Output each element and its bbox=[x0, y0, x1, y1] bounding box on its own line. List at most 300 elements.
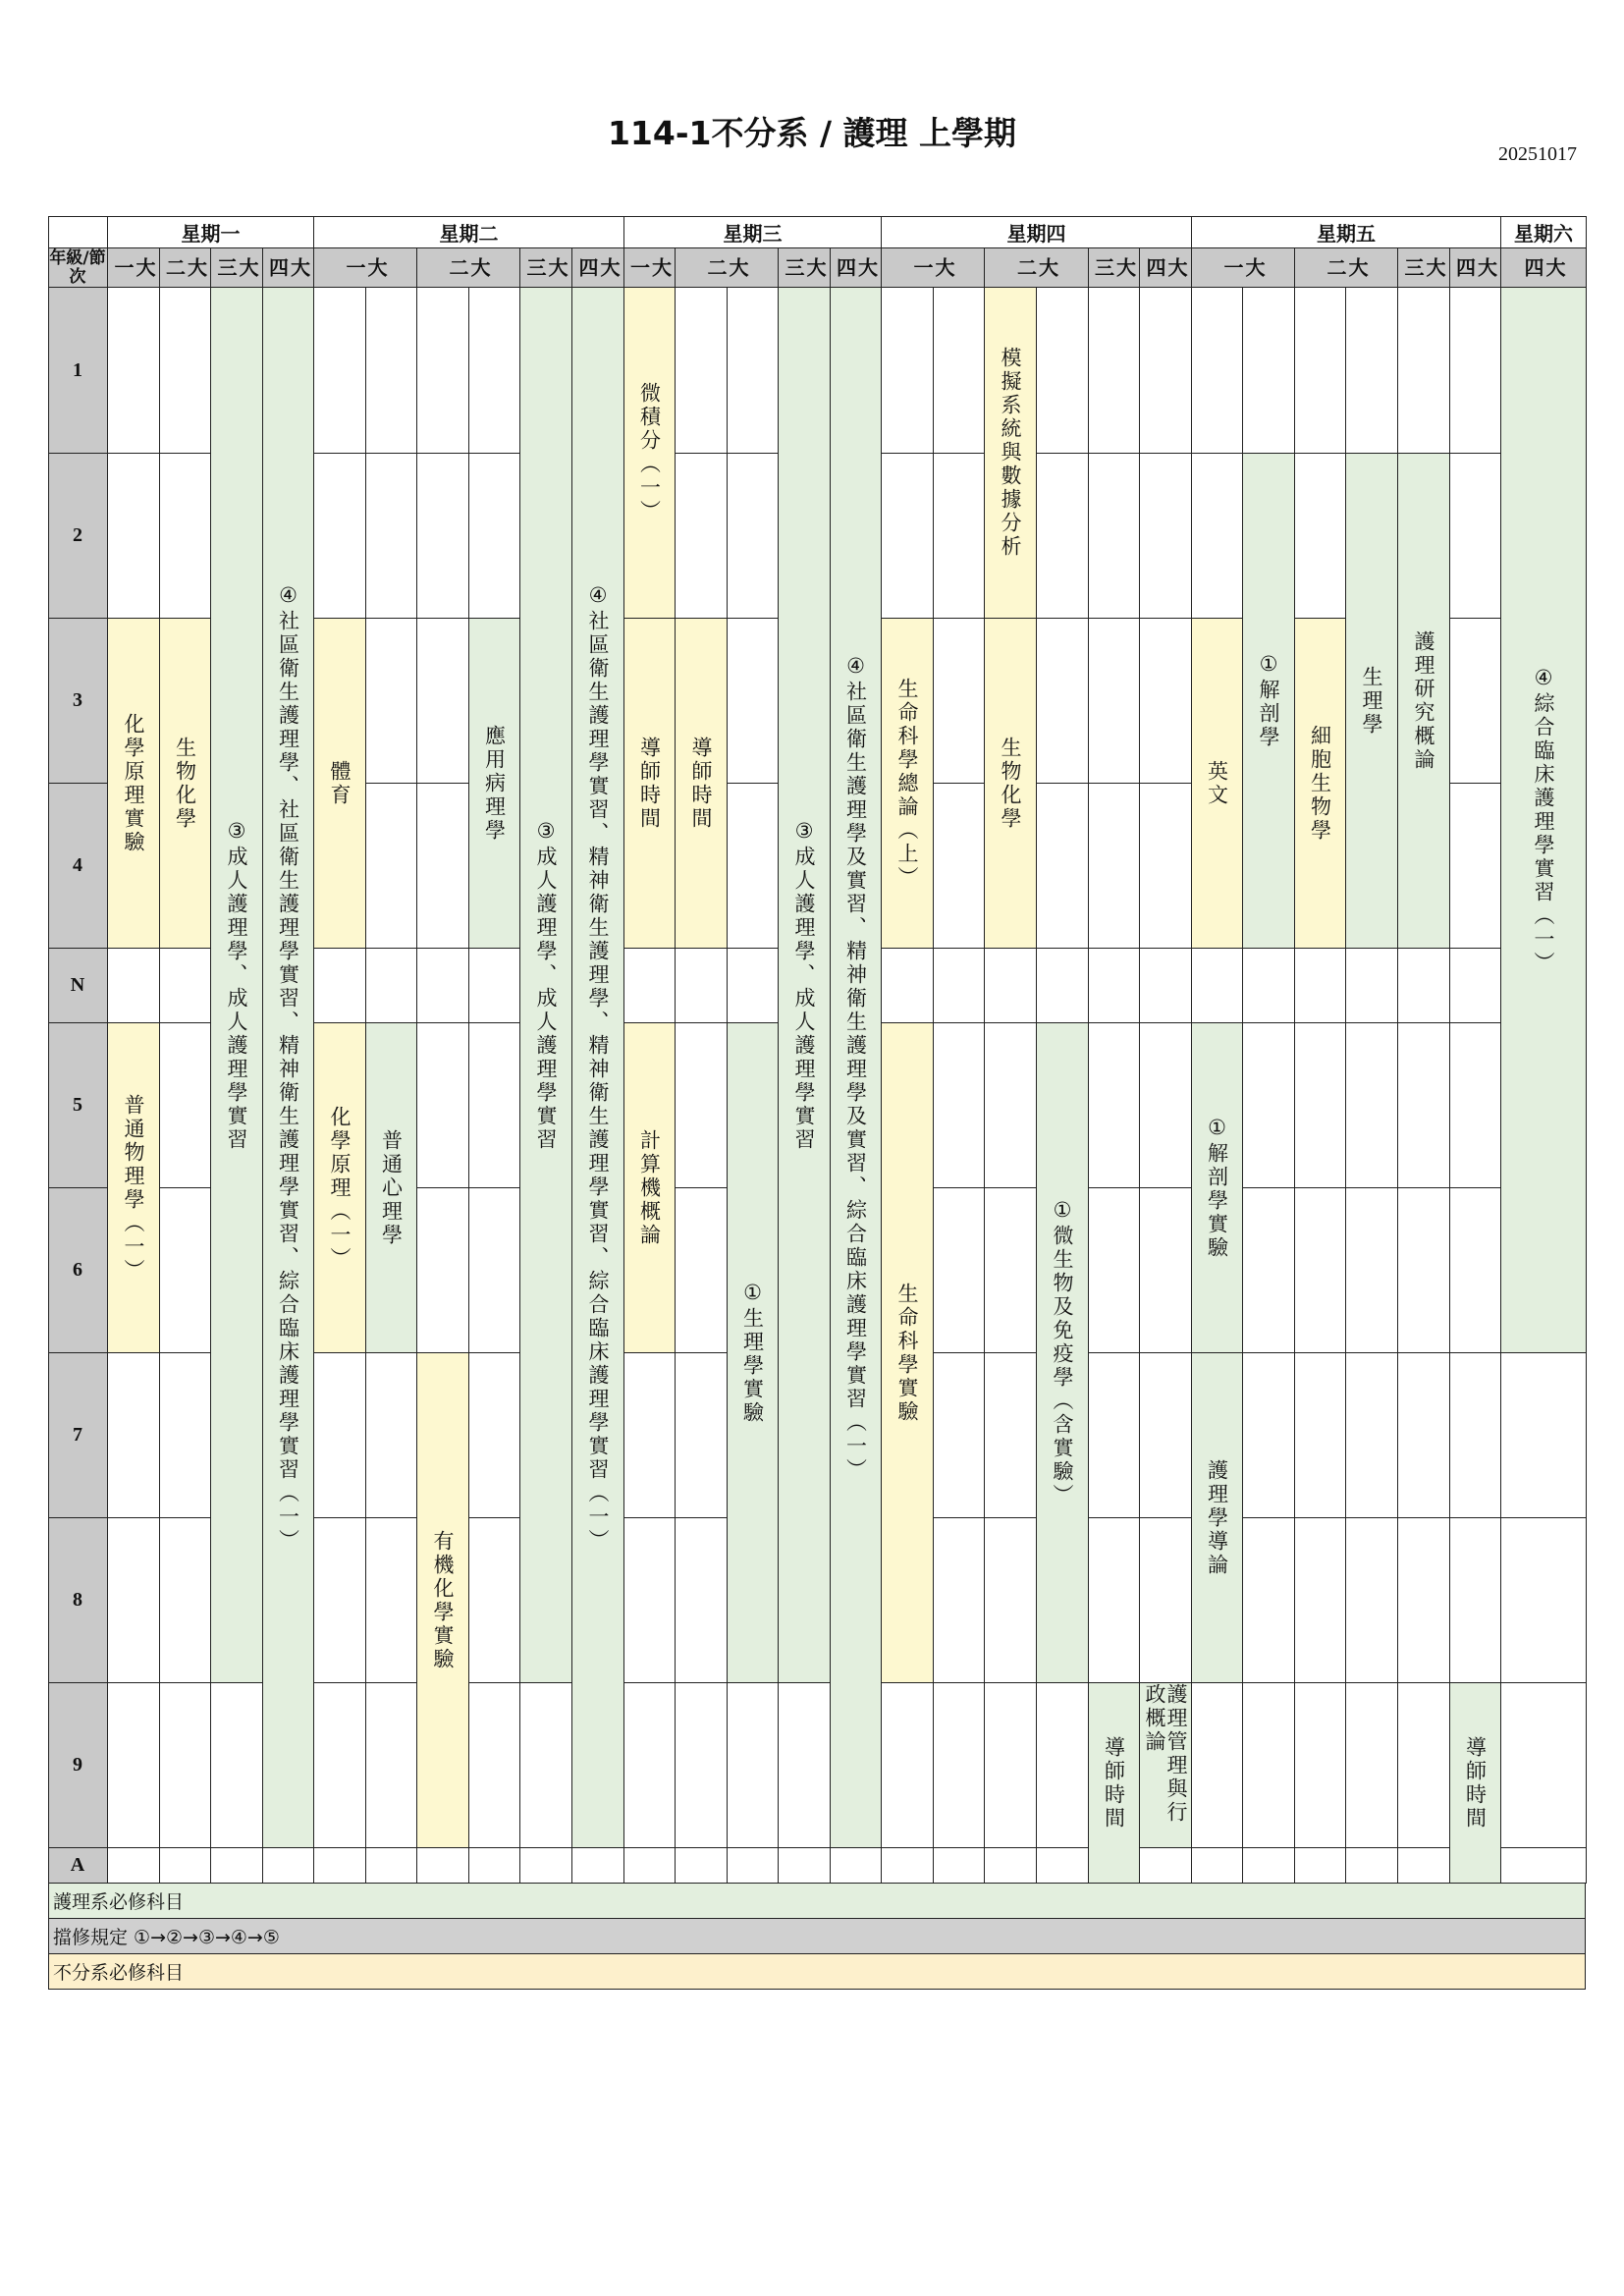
empty-slot bbox=[676, 288, 728, 454]
empty-slot bbox=[1037, 454, 1089, 619]
empty-slot bbox=[366, 1848, 417, 1884]
empty-slot bbox=[1295, 1023, 1346, 1188]
period-label: 3 bbox=[48, 619, 108, 784]
course-name: ①生理學實驗 bbox=[740, 1281, 765, 1425]
empty-slot bbox=[934, 619, 985, 784]
course-name: ④社區衛生護理學及實習、精神衛生護理學及實習、綜合臨床護理學實習（一） bbox=[843, 653, 868, 1482]
grade-label: 大二 bbox=[162, 256, 208, 279]
empty-slot bbox=[728, 619, 779, 784]
grade-label: 大三 bbox=[214, 256, 259, 279]
course-block bbox=[882, 1023, 934, 1683]
empty-slot bbox=[469, 1353, 520, 1518]
empty-slot bbox=[469, 1518, 520, 1683]
empty-slot bbox=[314, 1518, 366, 1683]
empty-slot bbox=[934, 288, 985, 454]
grade-label: 大一 bbox=[111, 256, 156, 279]
grade-label: 大三 bbox=[782, 256, 827, 279]
course-block bbox=[263, 288, 314, 1848]
course-block bbox=[1295, 619, 1346, 949]
grade-header bbox=[1295, 248, 1398, 288]
grade-header bbox=[882, 248, 985, 288]
course-block bbox=[366, 1023, 417, 1353]
course-block bbox=[417, 1353, 469, 1848]
empty-slot bbox=[1398, 1848, 1450, 1884]
legend-row bbox=[48, 1884, 1586, 1919]
grade-label: 大二 bbox=[1013, 256, 1059, 279]
day-header: 星期三 bbox=[624, 216, 882, 248]
period-label: 5 bbox=[48, 1023, 108, 1188]
empty-slot bbox=[1037, 619, 1089, 784]
empty-slot bbox=[1398, 1023, 1450, 1188]
empty-slot bbox=[469, 949, 520, 1023]
empty-slot bbox=[108, 1518, 160, 1683]
course-name: 普通心理學 bbox=[379, 1128, 404, 1247]
day-header: 星期六 bbox=[1501, 216, 1587, 248]
period-label: A bbox=[48, 1848, 108, 1884]
empty-slot bbox=[882, 949, 934, 1023]
course-block bbox=[469, 619, 520, 949]
period-label: 7 bbox=[48, 1353, 108, 1518]
empty-slot bbox=[1140, 949, 1192, 1023]
day-header: 星期一 bbox=[108, 216, 314, 248]
course-block bbox=[520, 288, 572, 1683]
empty-slot bbox=[676, 1518, 728, 1683]
empty-slot bbox=[985, 949, 1037, 1023]
course-name: 應用病理學 bbox=[482, 724, 507, 843]
course-block bbox=[1192, 1023, 1243, 1353]
empty-slot bbox=[934, 1848, 985, 1884]
corner-label-text: 年級/節次 bbox=[49, 247, 106, 287]
empty-slot bbox=[211, 1683, 263, 1848]
grade-label: 大四 bbox=[1143, 256, 1188, 279]
empty-slot bbox=[417, 619, 469, 784]
grade-label: 大四 bbox=[575, 256, 621, 279]
legend-text: 護理系必修科目 bbox=[53, 1891, 185, 1913]
empty-slot bbox=[934, 949, 985, 1023]
empty-slot bbox=[1089, 619, 1140, 784]
grade-label: 大三 bbox=[1401, 256, 1446, 279]
empty-slot bbox=[1295, 1188, 1346, 1353]
empty-slot bbox=[314, 949, 366, 1023]
course-name: 細胞生物學 bbox=[1308, 724, 1332, 843]
empty-slot bbox=[160, 949, 211, 1023]
period-label: N bbox=[48, 949, 108, 1023]
period-label: 4 bbox=[48, 784, 108, 949]
empty-slot bbox=[728, 288, 779, 454]
empty-slot bbox=[1346, 1848, 1398, 1884]
empty-slot bbox=[160, 1023, 211, 1188]
empty-slot bbox=[1346, 1023, 1398, 1188]
legend-text: 擋修規定 ①→②→③→④→⑤ bbox=[53, 1927, 280, 1948]
empty-slot bbox=[108, 949, 160, 1023]
empty-slot bbox=[1089, 1518, 1140, 1683]
empty-slot bbox=[1501, 1518, 1587, 1683]
grade-header bbox=[314, 248, 417, 288]
empty-slot bbox=[160, 1518, 211, 1683]
grade-header bbox=[985, 248, 1089, 288]
empty-slot bbox=[469, 454, 520, 619]
course-name: 導師時間 bbox=[637, 736, 662, 831]
empty-slot bbox=[1140, 619, 1192, 784]
empty-slot bbox=[469, 1188, 520, 1353]
course-block bbox=[108, 619, 160, 949]
course-block bbox=[882, 619, 934, 949]
empty-slot bbox=[1398, 1353, 1450, 1518]
empty-slot bbox=[1140, 1188, 1192, 1353]
period-label: 2 bbox=[48, 454, 108, 619]
course-name: ③成人護理學、成人護理學實習 bbox=[792, 818, 817, 1152]
course-block bbox=[831, 288, 882, 1848]
empty-slot bbox=[1450, 784, 1501, 949]
course-name: 護理研究概論 bbox=[1412, 629, 1436, 772]
empty-slot bbox=[417, 1188, 469, 1353]
empty-slot bbox=[160, 1353, 211, 1518]
empty-slot bbox=[1450, 949, 1501, 1023]
course-name: ①解剖學 bbox=[1257, 652, 1281, 749]
empty-slot bbox=[1501, 1683, 1587, 1848]
empty-slot bbox=[1192, 1848, 1243, 1884]
empty-slot bbox=[1089, 288, 1140, 454]
course-block bbox=[1346, 454, 1398, 949]
course-block bbox=[624, 1023, 676, 1353]
empty-slot bbox=[1243, 1683, 1295, 1848]
course-block bbox=[1450, 1683, 1501, 1884]
empty-slot bbox=[985, 1848, 1037, 1884]
empty-slot bbox=[417, 1023, 469, 1188]
empty-slot bbox=[728, 1683, 779, 1848]
empty-slot bbox=[314, 454, 366, 619]
empty-slot bbox=[676, 1023, 728, 1188]
empty-slot bbox=[728, 454, 779, 619]
grade-header bbox=[779, 248, 831, 288]
course-name: ①微生物及免疫學（含實驗） bbox=[1051, 1198, 1075, 1507]
empty-slot bbox=[417, 288, 469, 454]
grade-label: 大二 bbox=[704, 256, 749, 279]
empty-slot bbox=[1501, 1353, 1587, 1518]
empty-slot bbox=[1450, 454, 1501, 619]
empty-slot bbox=[1450, 1023, 1501, 1188]
empty-slot bbox=[831, 1848, 882, 1884]
course-name: 導師時間 bbox=[1102, 1735, 1126, 1831]
course-name: 有機化學實驗 bbox=[431, 1529, 456, 1671]
empty-slot bbox=[469, 288, 520, 454]
empty-slot bbox=[1037, 288, 1089, 454]
grade-header bbox=[1398, 248, 1450, 288]
empty-slot bbox=[314, 288, 366, 454]
course-block bbox=[624, 288, 676, 619]
empty-slot bbox=[1398, 288, 1450, 454]
empty-slot bbox=[1450, 1353, 1501, 1518]
empty-slot bbox=[1192, 454, 1243, 619]
empty-slot bbox=[160, 454, 211, 619]
grade-label: 大四 bbox=[1452, 256, 1498, 279]
grade-header bbox=[831, 248, 882, 288]
empty-slot bbox=[108, 1353, 160, 1518]
corner-top-cell bbox=[48, 216, 108, 248]
empty-slot bbox=[366, 288, 417, 454]
empty-slot bbox=[108, 288, 160, 454]
empty-slot bbox=[1243, 1188, 1295, 1353]
empty-slot bbox=[1192, 949, 1243, 1023]
empty-slot bbox=[1295, 1518, 1346, 1683]
empty-slot bbox=[882, 454, 934, 619]
course-block bbox=[1037, 1023, 1089, 1683]
course-block bbox=[985, 288, 1037, 619]
empty-slot bbox=[366, 1683, 417, 1848]
grade-label: 大一 bbox=[910, 256, 955, 279]
course-block bbox=[1192, 619, 1243, 949]
empty-slot bbox=[1140, 1848, 1192, 1884]
empty-slot bbox=[1140, 784, 1192, 949]
empty-slot bbox=[934, 784, 985, 949]
empty-slot bbox=[1295, 1683, 1346, 1848]
empty-slot bbox=[572, 1848, 624, 1884]
empty-slot bbox=[1037, 1683, 1089, 1848]
course-name: ④社區衛生護理學、社區衛生護理學實習、精神衛生護理學實習、綜合臨床護理學實習（一） bbox=[276, 582, 300, 1553]
empty-slot bbox=[417, 949, 469, 1023]
period-label: 8 bbox=[48, 1518, 108, 1683]
empty-slot bbox=[211, 1848, 263, 1884]
empty-slot bbox=[934, 1683, 985, 1848]
course-name: 普通物理學（一） bbox=[122, 1093, 146, 1283]
course-name: 化學原理實驗 bbox=[122, 712, 146, 854]
empty-slot bbox=[985, 1518, 1037, 1683]
grade-header bbox=[1089, 248, 1140, 288]
empty-slot bbox=[1295, 288, 1346, 454]
course-block bbox=[1243, 454, 1295, 949]
grade-header bbox=[263, 248, 314, 288]
grade-label: 大四 bbox=[265, 256, 311, 279]
empty-slot bbox=[1450, 1188, 1501, 1353]
empty-slot bbox=[1243, 1023, 1295, 1188]
grade-header bbox=[1501, 248, 1587, 288]
grade-label: 大四 bbox=[1521, 256, 1566, 279]
page-title: 114-1不分系 / 護理 上學期 bbox=[607, 114, 1017, 152]
empty-slot bbox=[1346, 949, 1398, 1023]
empty-slot bbox=[934, 1353, 985, 1518]
empty-slot bbox=[1192, 1683, 1243, 1848]
legend-text: 不分系必修科目 bbox=[53, 1962, 185, 1984]
grade-header bbox=[211, 248, 263, 288]
grade-label: 大一 bbox=[343, 256, 388, 279]
empty-slot bbox=[624, 1353, 676, 1518]
period-label: 9 bbox=[48, 1683, 108, 1848]
course-name: 微積分（一） bbox=[637, 382, 662, 523]
period-label: 6 bbox=[48, 1188, 108, 1353]
empty-slot bbox=[728, 949, 779, 1023]
empty-slot bbox=[1450, 1518, 1501, 1683]
empty-slot bbox=[1295, 1353, 1346, 1518]
empty-slot bbox=[1089, 1353, 1140, 1518]
grade-label: 大一 bbox=[1220, 256, 1266, 279]
grade-label: 大一 bbox=[626, 256, 673, 279]
course-block bbox=[572, 288, 624, 1848]
course-name: ④社區衛生護理學實習、精神衛生護理學、精神衛生護理學實習、綜合臨床護理學實習（一） bbox=[586, 582, 611, 1553]
empty-slot bbox=[1450, 619, 1501, 784]
course-name: ④綜合臨床護理學實習（一） bbox=[1532, 665, 1556, 975]
empty-slot bbox=[624, 949, 676, 1023]
day-header: 星期四 bbox=[882, 216, 1192, 248]
empty-slot bbox=[314, 1683, 366, 1848]
empty-slot bbox=[366, 1518, 417, 1683]
empty-slot bbox=[676, 1353, 728, 1518]
empty-slot bbox=[1089, 454, 1140, 619]
empty-slot bbox=[1140, 454, 1192, 619]
empty-slot bbox=[676, 454, 728, 619]
grade-header bbox=[520, 248, 572, 288]
course-block bbox=[1089, 1683, 1140, 1884]
course-name: 護理學導論 bbox=[1205, 1458, 1229, 1577]
empty-slot bbox=[676, 1188, 728, 1353]
empty-slot bbox=[160, 288, 211, 454]
empty-slot bbox=[160, 1848, 211, 1884]
grade-header bbox=[1140, 248, 1192, 288]
course-name: 生命科學總論（上） bbox=[895, 677, 920, 890]
day-header: 星期五 bbox=[1192, 216, 1501, 248]
empty-slot bbox=[1140, 1518, 1192, 1683]
empty-slot bbox=[1243, 1518, 1295, 1683]
corner-label bbox=[48, 248, 108, 288]
empty-slot bbox=[1398, 1188, 1450, 1353]
empty-slot bbox=[366, 784, 417, 949]
empty-slot bbox=[366, 1353, 417, 1518]
empty-slot bbox=[417, 454, 469, 619]
date-stamp: 20251017 bbox=[1498, 143, 1577, 165]
empty-slot bbox=[108, 1848, 160, 1884]
course-block bbox=[108, 1023, 160, 1353]
empty-slot bbox=[882, 1848, 934, 1884]
grade-label: 大三 bbox=[1091, 256, 1137, 279]
empty-slot bbox=[1398, 1518, 1450, 1683]
empty-slot bbox=[985, 1023, 1037, 1188]
grade-label: 大三 bbox=[523, 256, 568, 279]
empty-slot bbox=[1295, 454, 1346, 619]
empty-slot bbox=[624, 1518, 676, 1683]
grade-header bbox=[1192, 248, 1295, 288]
course-block bbox=[314, 619, 366, 949]
grade-header bbox=[572, 248, 624, 288]
empty-slot bbox=[366, 619, 417, 784]
course-name: 生理學 bbox=[1360, 665, 1384, 737]
empty-slot bbox=[1346, 1353, 1398, 1518]
course-name: 計算機概論 bbox=[637, 1128, 662, 1247]
grade-header bbox=[624, 248, 676, 288]
grade-header bbox=[108, 248, 160, 288]
empty-slot bbox=[1398, 949, 1450, 1023]
empty-slot bbox=[520, 1848, 572, 1884]
empty-slot bbox=[985, 1353, 1037, 1518]
grade-label: 大二 bbox=[1324, 256, 1369, 279]
empty-slot bbox=[108, 1683, 160, 1848]
course-name: 生物化學 bbox=[999, 736, 1023, 831]
course-name: 護理管理與行政概論 bbox=[1143, 1683, 1189, 1825]
grade-label: 大四 bbox=[833, 256, 879, 279]
empty-slot bbox=[1037, 949, 1089, 1023]
empty-slot bbox=[728, 784, 779, 949]
empty-slot bbox=[934, 1518, 985, 1683]
empty-slot bbox=[1346, 1518, 1398, 1683]
course-block bbox=[211, 288, 263, 1683]
empty-slot bbox=[263, 1848, 314, 1884]
empty-slot bbox=[1295, 1848, 1346, 1884]
empty-slot bbox=[366, 949, 417, 1023]
empty-slot bbox=[1243, 288, 1295, 454]
empty-slot bbox=[676, 1683, 728, 1848]
empty-slot bbox=[1346, 288, 1398, 454]
grade-header bbox=[160, 248, 211, 288]
empty-slot bbox=[728, 1848, 779, 1884]
course-name: 導師時間 bbox=[689, 736, 714, 831]
empty-slot bbox=[1037, 784, 1089, 949]
empty-slot bbox=[1346, 1188, 1398, 1353]
empty-slot bbox=[1089, 949, 1140, 1023]
course-name: ③成人護理學、成人護理學實習 bbox=[225, 818, 249, 1152]
empty-slot bbox=[1501, 1848, 1587, 1884]
empty-slot bbox=[469, 1848, 520, 1884]
empty-slot bbox=[520, 1683, 572, 1848]
legend-row bbox=[48, 1954, 1586, 1990]
course-block bbox=[160, 619, 211, 949]
course-block bbox=[314, 1023, 366, 1353]
empty-slot bbox=[1089, 784, 1140, 949]
empty-slot bbox=[314, 1353, 366, 1518]
grade-header bbox=[676, 248, 779, 288]
course-block bbox=[676, 619, 728, 949]
empty-slot bbox=[417, 1848, 469, 1884]
empty-slot bbox=[779, 1848, 831, 1884]
empty-slot bbox=[160, 1683, 211, 1848]
empty-slot bbox=[1243, 1353, 1295, 1518]
course-name: 英文 bbox=[1205, 759, 1229, 807]
empty-slot bbox=[1089, 1188, 1140, 1353]
course-name: 導師時間 bbox=[1463, 1735, 1488, 1831]
empty-slot bbox=[934, 454, 985, 619]
empty-slot bbox=[934, 1023, 985, 1188]
empty-slot bbox=[1243, 949, 1295, 1023]
empty-slot bbox=[1037, 1848, 1089, 1884]
course-name: 化學原理（一） bbox=[328, 1105, 352, 1271]
grade-header bbox=[417, 248, 520, 288]
period-label: 1 bbox=[48, 288, 108, 454]
legend-row bbox=[48, 1919, 1586, 1954]
course-block bbox=[624, 619, 676, 949]
grade-header bbox=[1450, 248, 1501, 288]
empty-slot bbox=[1140, 1353, 1192, 1518]
empty-slot bbox=[882, 1683, 934, 1848]
course-block bbox=[1398, 454, 1450, 949]
course-block bbox=[779, 288, 831, 1683]
empty-slot bbox=[108, 454, 160, 619]
course-name: ③成人護理學、成人護理學實習 bbox=[534, 818, 559, 1152]
empty-slot bbox=[1398, 1683, 1450, 1848]
empty-slot bbox=[1140, 288, 1192, 454]
course-name: 生命科學實驗 bbox=[895, 1282, 920, 1424]
empty-slot bbox=[1295, 949, 1346, 1023]
empty-slot bbox=[314, 1848, 366, 1884]
empty-slot bbox=[624, 1848, 676, 1884]
empty-slot bbox=[417, 784, 469, 949]
course-block bbox=[1501, 288, 1587, 1353]
empty-slot bbox=[469, 1023, 520, 1188]
empty-slot bbox=[676, 949, 728, 1023]
empty-slot bbox=[469, 1683, 520, 1848]
course-block bbox=[985, 619, 1037, 949]
day-header: 星期二 bbox=[314, 216, 624, 248]
course-name: 體育 bbox=[328, 759, 352, 807]
empty-slot bbox=[624, 1683, 676, 1848]
course-name: 模擬系統與數據分析 bbox=[999, 347, 1023, 559]
course-block bbox=[728, 1023, 779, 1683]
